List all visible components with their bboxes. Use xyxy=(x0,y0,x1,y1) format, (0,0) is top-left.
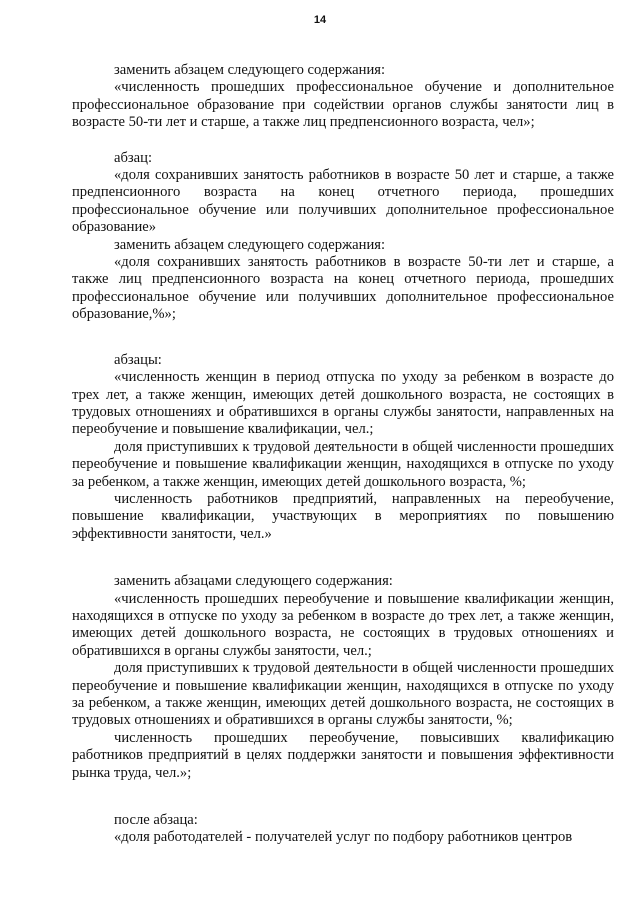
page-number: 14 xyxy=(313,14,327,26)
paragraph: численность работников предприятий, направленных на переобучение, повышение квалификации, участвующих в мероприятиях по повышению эффективности занятости, чел.» xyxy=(72,490,614,542)
paragraph: «численность прошедших профессиональное обучение и дополнительное профессиональное образование при содействии органов службы занятости лиц в возрасте 50-ти лет и старше, а также лиц предпенсионного возраста, чел»; xyxy=(72,79,614,131)
paragraph: «численность прошедших переобучение и повышение квалификации женщин, находящихся в отпуске по уходу за ребенком в возрасте до трех лет, а также женщин, имеющих детей дошкольного возраста, не состоящих в трудовых отношениях и обратившихся в органы службы занятости, чел.; xyxy=(72,590,614,659)
paragraph: заменить абзацами следующего содержания: xyxy=(114,573,393,590)
paragraph: заменить абзацем следующего содержания: xyxy=(114,236,386,253)
paragraph: «доля сохранивших занятость работников в возрасте 50 лет и старше, а также предпенсионного возраста на конец отчетного периода, прошедших профессиональное обучение или получивших дополнительное профессиональное образование» xyxy=(72,167,614,236)
paragraph-gap xyxy=(72,324,614,352)
paragraph: доля приступивших к трудовой деятельности в общей численности прошедших переобучение и повышение квалификации женщин, находящихся в отпуске по уходу за ребенком, а также женщин, имеющих детей дошкольного возраста, %; xyxy=(72,438,614,490)
paragraph: «доля работодателей - получателей услуг по подбору работников центров xyxy=(114,829,573,846)
paragraph: численность прошедших переобучение, повысивших квалификацию работников предприятий в целях поддержки занятости и повышения эффективности рынка труда, чел.»; xyxy=(72,729,614,781)
paragraph: «доля сохранивших занятость работников в возрасте 50-ти лет и старше, а также лиц предпенсионного возраста на конец отчетного периода, прошедших профессиональное обучение или получивших дополнительное профессиональное образование,%»; xyxy=(72,254,614,323)
paragraph-gap xyxy=(72,782,614,812)
paragraph-gap xyxy=(72,543,614,573)
paragraph: доля приступивших к трудовой деятельности в общей численности прошедших переобучение и повышение квалификации женщин, находящихся в отпуске по уходу за ребенком, а также женщин, имеющих детей дошкольного возраста, не состоящих в трудовых отношениях и обратившихся в органы службы занятости, %; xyxy=(72,660,614,729)
paragraph: «численность женщин в период отпуска по уходу за ребенком в возрасте до трех лет, а также женщин, имеющих детей дошкольного возраста, не состоящих в трудовых отношениях и обратившихся в органы службы занятости, направленных на переобучение и повышение квалификации, чел.; xyxy=(72,369,614,438)
paragraph: абзац: xyxy=(114,149,153,166)
paragraph-gap xyxy=(72,132,614,150)
paragraph: абзацы: xyxy=(114,351,162,368)
paragraph: заменить абзацем следующего содержания: xyxy=(114,62,386,78)
document-body xyxy=(72,62,614,847)
paragraph: после абзаца: xyxy=(114,812,198,829)
